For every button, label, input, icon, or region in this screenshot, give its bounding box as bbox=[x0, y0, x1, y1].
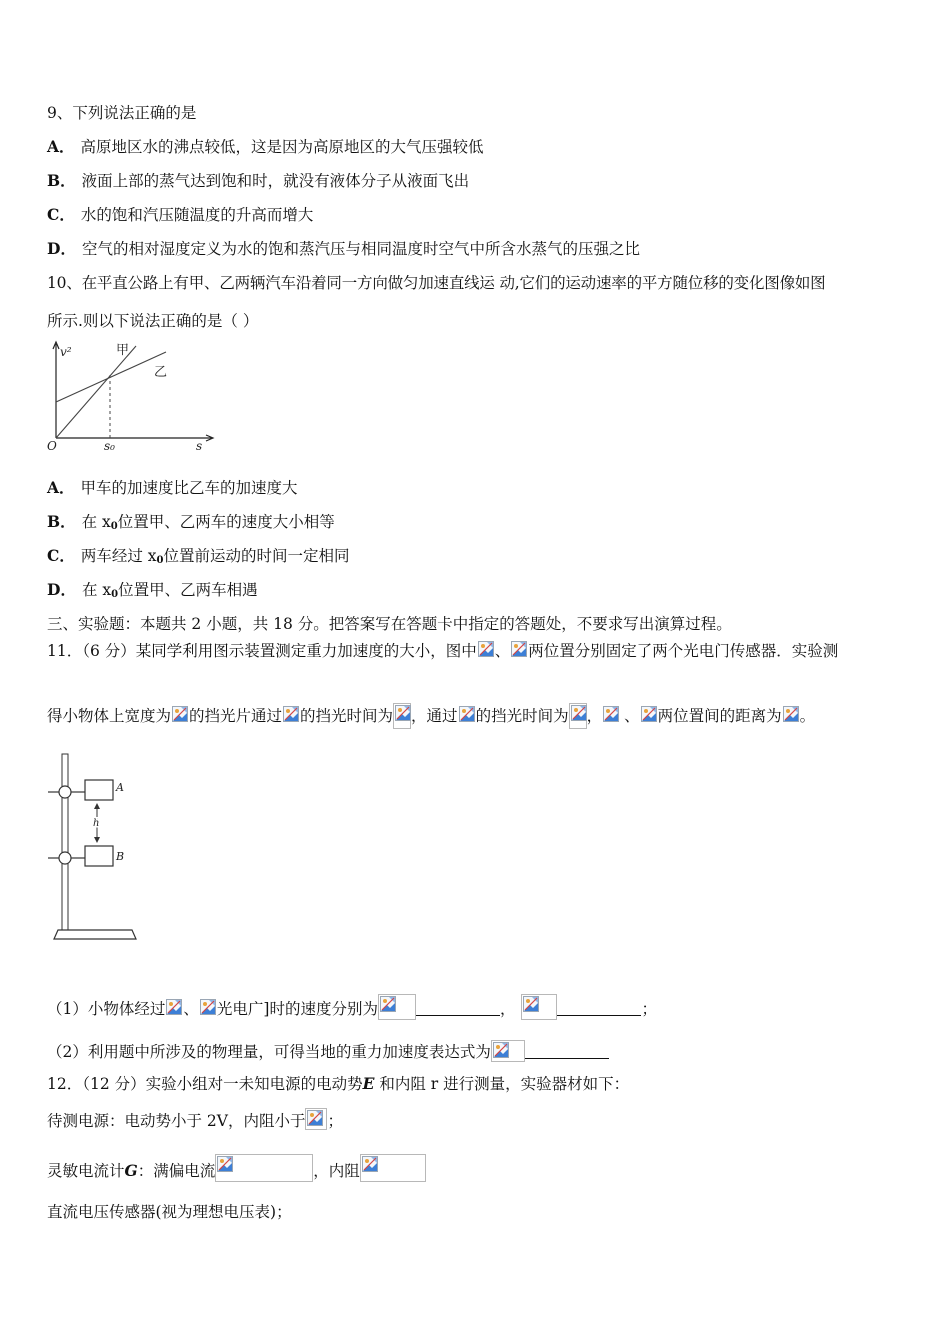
q11-line1: 11．（6 分）某同学利用图示装置测定重力加速度的大小，图中 、 两位置分别固定了两个光电门传感器．实验测 bbox=[47, 642, 839, 660]
image-placeholder-icon bbox=[521, 994, 557, 1020]
q11-part1: （1）小物体经过 、 光电广]时的速度分别为 ， ； bbox=[47, 994, 657, 1020]
q11-apparatus-figure bbox=[48, 752, 143, 944]
image-placeholder-icon bbox=[199, 998, 217, 1018]
q11-line2: 得小物体上宽度为 的挡光片通过 的挡光时间为 ，通过 的挡光时间为 ， 、 两位置间的距离为 。 bbox=[47, 703, 815, 729]
q10-option-b: B． 在 $x_0$位置甲、乙两车的速度大小相等 bbox=[47, 512, 335, 532]
q10-graph bbox=[44, 338, 219, 453]
image-placeholder-icon bbox=[165, 998, 183, 1018]
graph-y-label: v² bbox=[60, 345, 72, 359]
image-placeholder-icon bbox=[215, 1154, 313, 1182]
q9-option-d: D． 空气的相对湿度定义为水的饱和蒸汽压与相同温度时空气中所含水蒸气的压强之比 bbox=[47, 239, 640, 258]
q10-option-a: A． 甲车的加速度比乙车的加速度大 bbox=[47, 478, 298, 497]
q12-line4: 直流电压传感器(视为理想电压表)； bbox=[47, 1203, 292, 1221]
fig-label-h: h bbox=[93, 818, 100, 829]
image-placeholder-icon bbox=[282, 705, 300, 725]
fig-label-b: B bbox=[116, 850, 125, 863]
image-placeholder-icon bbox=[602, 705, 624, 725]
q12-line2: 待测电源：电动势小于 2V，内阻小于 ； bbox=[47, 1108, 343, 1131]
image-placeholder-icon bbox=[782, 705, 800, 725]
graph-x0-label: s₀ bbox=[104, 439, 115, 453]
image-placeholder-icon bbox=[491, 1040, 525, 1062]
answer-blank[interactable] bbox=[525, 1044, 609, 1059]
image-placeholder-icon bbox=[305, 1108, 327, 1130]
graph-origin: O bbox=[47, 439, 57, 453]
image-placeholder-icon bbox=[360, 1154, 426, 1182]
image-placeholder-icon bbox=[569, 703, 587, 729]
answer-blank[interactable] bbox=[557, 1001, 641, 1016]
image-placeholder-icon bbox=[640, 705, 658, 725]
q10-option-c: C． 两车经过 $x_0$位置前运动的时间一定相同 bbox=[47, 546, 350, 566]
fig-label-a: A bbox=[116, 781, 124, 794]
q10-stem-line1: 10、在平直公路上有甲、乙两辆汽车沿着同一方向做匀加速直线运 动,它们的运动速率的平方随位移的变化图像如图 bbox=[47, 274, 826, 292]
graph-x-label: s bbox=[196, 439, 203, 453]
graph-line-jia: 甲 bbox=[116, 343, 130, 358]
q9-stem: 9、下列说法正确的是 bbox=[47, 104, 197, 122]
q10-stem-line2: 所示.则以下说法正确的是（ ） bbox=[47, 312, 259, 330]
q10-option-d: D． 在 $x_0$位置甲、乙两车相遇 bbox=[47, 580, 258, 600]
graph-line-yi: 乙 bbox=[154, 365, 168, 380]
q9-option-c: C． 水的饱和汽压随温度的升高而增大 bbox=[47, 205, 314, 224]
image-placeholder-icon bbox=[378, 994, 416, 1020]
image-placeholder-icon bbox=[393, 703, 411, 729]
q9-option-b: B． 液面上部的蒸气达到饱和时，就没有液体分子从液面飞出 bbox=[47, 171, 470, 190]
image-placeholder-icon bbox=[477, 640, 495, 660]
answer-blank[interactable] bbox=[416, 1001, 500, 1016]
image-placeholder-icon bbox=[510, 640, 528, 660]
q12-line1: 12．（12 分）实验小组对一未知电源的电动势E 和内阻 r 进行测量，实验器材如下： bbox=[47, 1074, 630, 1093]
q9-option-a: A． 高原地区水的沸点较低，这是因为高原地区的大气压强较低 bbox=[47, 137, 484, 156]
q12-line3: 灵敏电流计G：满偏电流 ，内阻 bbox=[47, 1154, 426, 1182]
q11-part2: （2）利用题中所涉及的物理量，可得当地的重力加速度表达式为 bbox=[47, 1040, 609, 1062]
image-placeholder-icon bbox=[171, 705, 189, 725]
image-placeholder-icon bbox=[458, 705, 476, 725]
section3-header: 三、实验题：本题共 2 小题，共 18 分。把答案写在答题卡中指定的答题处，不要求写出演算过程。 bbox=[47, 615, 732, 633]
